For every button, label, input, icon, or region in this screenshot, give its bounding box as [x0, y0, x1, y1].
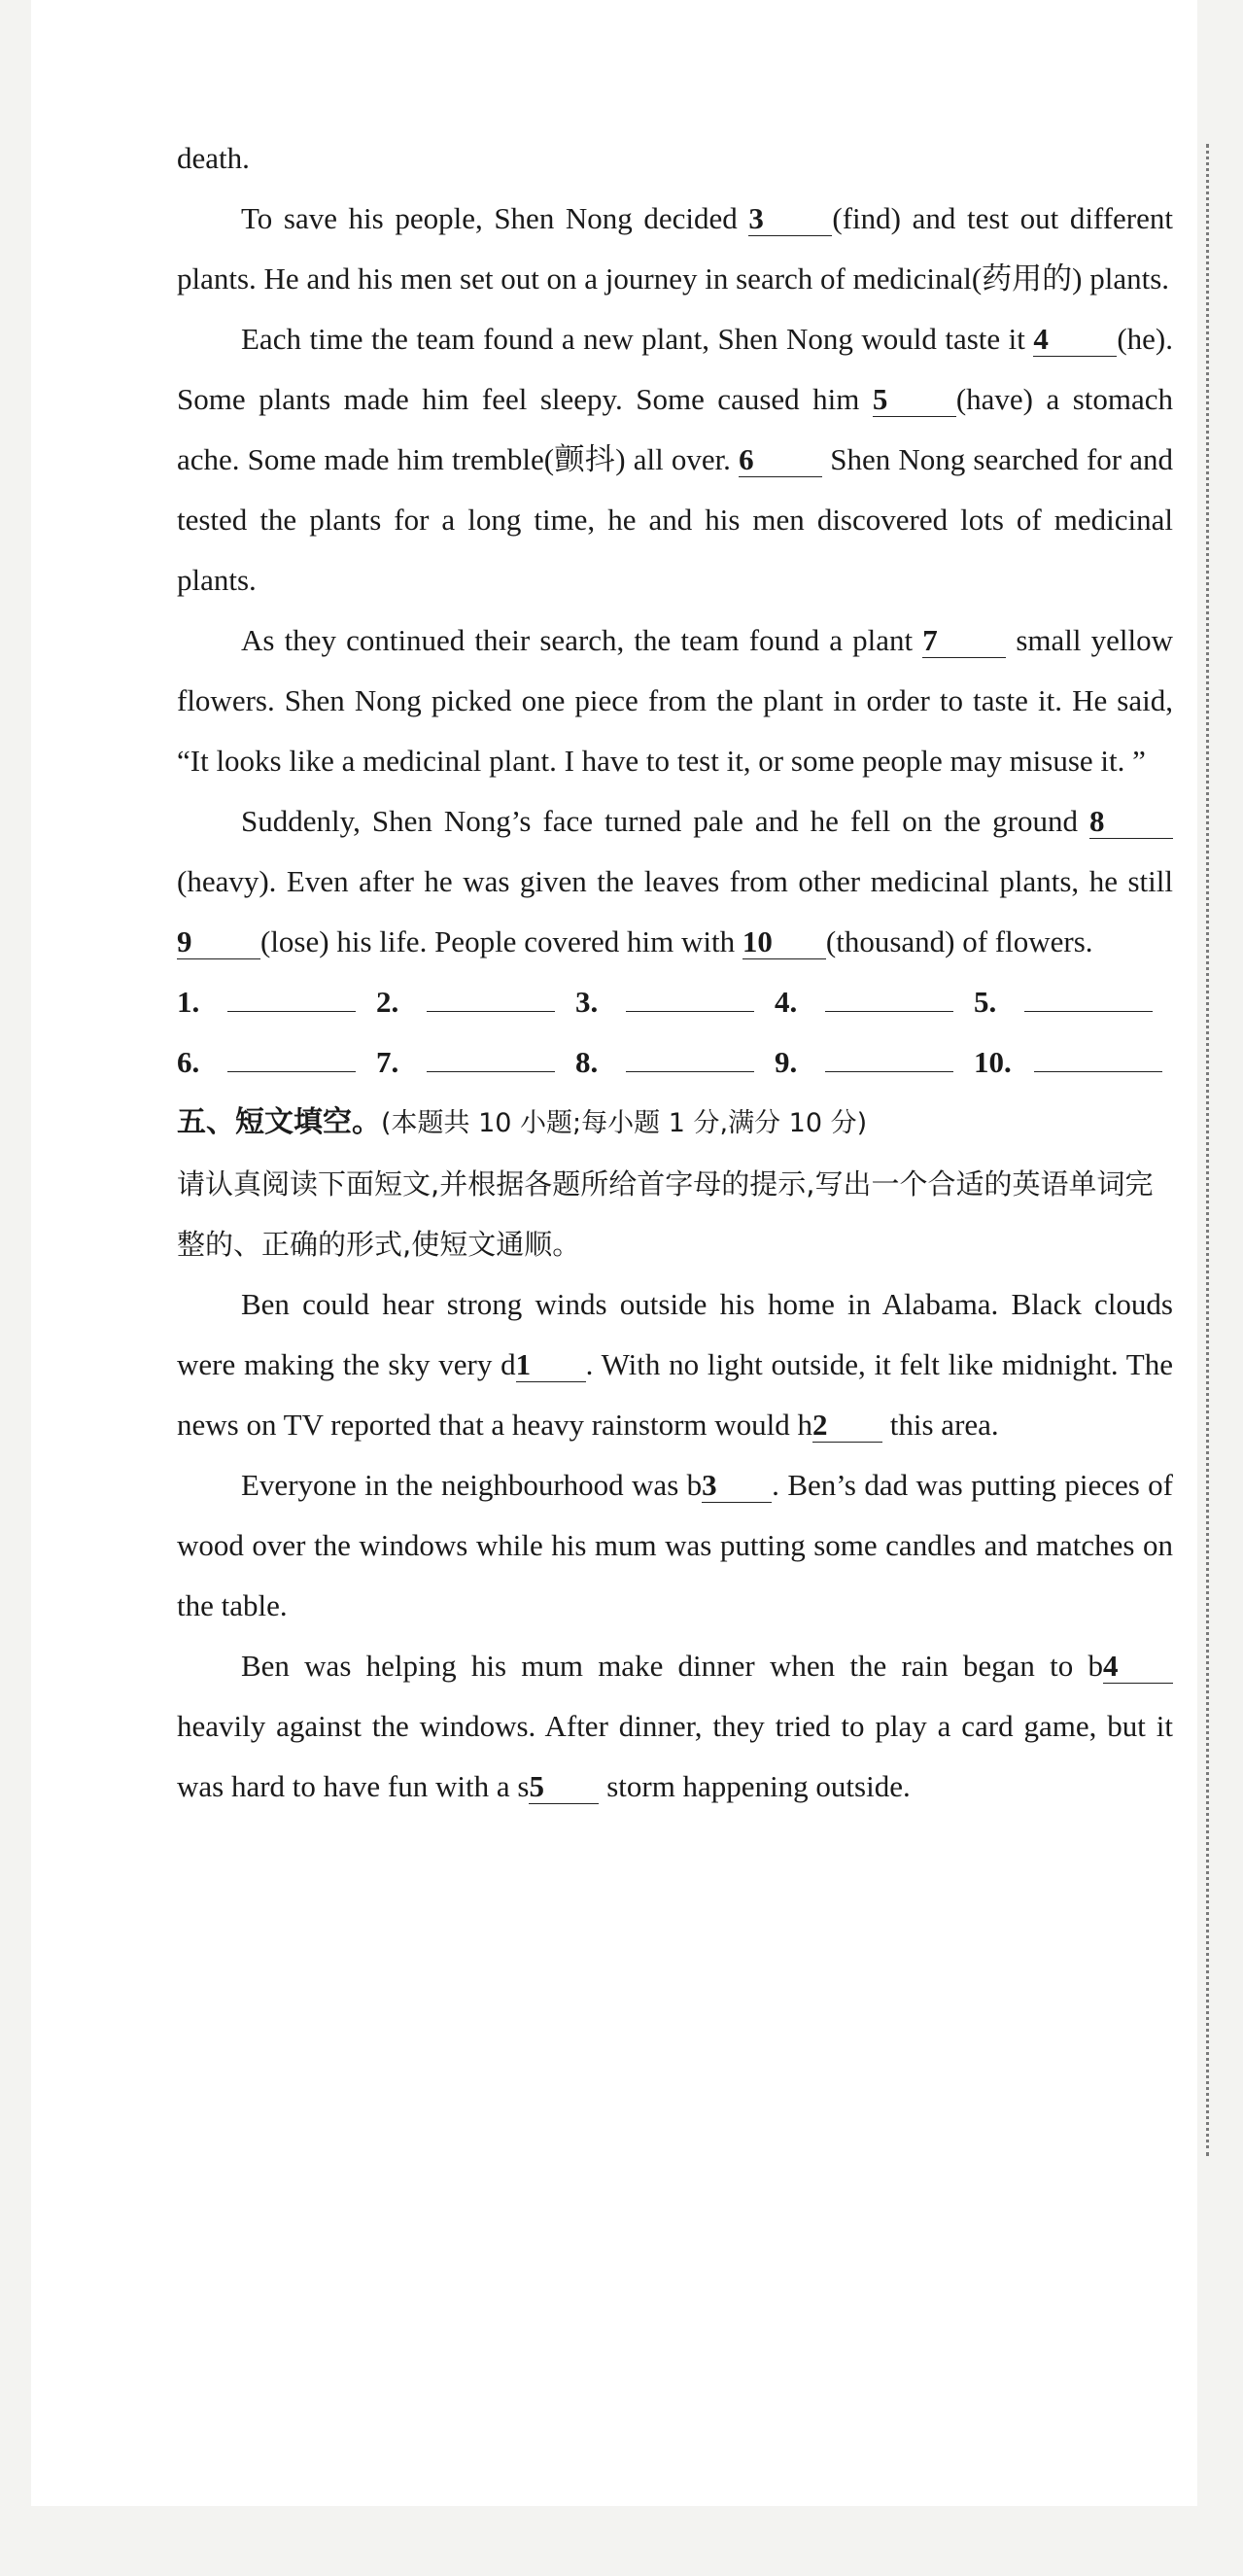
- answer-item-6: 6.: [177, 1032, 376, 1093]
- passage-paragraph-4: Suddenly, Shen Nong’s face turned pale and he fell on the ground 8(heavy). Even after he was given the leaves from other medicinal plants, he still 9 (lose) his life. People covered him with 10 (thousand) of flowers.: [177, 804, 1173, 958]
- binding-dotted-line: [1206, 144, 1209, 2156]
- section-5-heading: 五、短文填空。(本题共 10 小题;每小题 1 分,满分 10 分): [177, 1105, 868, 1139]
- answer-line-10[interactable]: [1034, 1038, 1162, 1072]
- blank-10[interactable]: 10: [742, 925, 826, 959]
- blank-3[interactable]: 3: [748, 202, 832, 236]
- answer-line-3[interactable]: [626, 978, 754, 1012]
- answer-item-4: 4.: [775, 972, 974, 1032]
- answer-item-8: 8.: [575, 1032, 775, 1093]
- blank-4[interactable]: 4: [1033, 323, 1117, 357]
- answer-line-8[interactable]: [626, 1038, 754, 1072]
- answer-line-6[interactable]: [227, 1038, 356, 1072]
- answer-item-7: 7.: [376, 1032, 575, 1093]
- answer-item-5: 5.: [974, 972, 1173, 1032]
- section-5-paragraph-2: Everyone in the neighbourhood was b3 . Ben’s dad was putting pieces of wood over the windows while his mum was putting some candles and matches on the table.: [177, 1468, 1174, 1622]
- answer-line-9[interactable]: [825, 1038, 953, 1072]
- answer-item-10: 10.: [974, 1032, 1173, 1093]
- s5-blank-1[interactable]: 1: [516, 1348, 586, 1382]
- blank-7[interactable]: 7: [922, 624, 1006, 658]
- answer-row-2: [177, 1032, 1173, 1093]
- answer-item-2: 2.: [376, 972, 575, 1032]
- section-5-instruction: 请认真阅读下面短文,并根据各题所给首字母的提示,写出一个合适的英语单词完整的、正确的形式,使短文通顺。: [177, 1167, 1154, 1261]
- answer-item-9: 9.: [775, 1032, 974, 1093]
- answer-row-1: [177, 972, 1173, 1032]
- answer-line-1[interactable]: [227, 978, 356, 1012]
- answer-line-2[interactable]: [427, 978, 555, 1012]
- answer-item-3: 3.: [575, 972, 775, 1032]
- blank-6[interactable]: 6: [739, 443, 822, 477]
- passage-paragraph-3: As they continued their search, the team found a plant 7 small yellow flowers. Shen Nong picked one piece from the plant in order to taste it. He said, “It looks like a medicinal plant. I have to test it, or some people may misuse it. ”: [177, 623, 1173, 778]
- passage-paragraph-0: death.: [177, 141, 250, 175]
- s5-blank-4[interactable]: 4: [1103, 1650, 1173, 1684]
- worksheet-text: [177, 128, 1173, 1817]
- answer-line-7[interactable]: [427, 1038, 555, 1072]
- s5-blank-5[interactable]: 5: [529, 1770, 599, 1804]
- blank-8[interactable]: 8: [1089, 805, 1173, 839]
- answer-item-1: 1.: [177, 972, 376, 1032]
- answer-line-4[interactable]: [825, 978, 953, 1012]
- answer-line-5[interactable]: [1024, 978, 1153, 1012]
- passage-paragraph-2: Each time the team found a new plant, Shen Nong would taste it 4 (he). Some plants made him feel sleepy. Some caused him 5 (have) a stomach ache. Some made him tremble(颤抖) all over. 6 Shen Nong searched for and tested the plants for a long time, he and his men discovered lots of medicinal plants.: [177, 322, 1174, 597]
- passage-paragraph-1: To save his people, Shen Nong decided 3 (find) and test out different plants. He and his men set out on a journey in search of medicinal(药用的) plants.: [177, 201, 1173, 296]
- worksheet-page: [31, 0, 1197, 2506]
- section-5-paragraph-1: Ben could hear strong winds outside his home in Alabama. Black clouds were making the sky very d1 . With no light outside, it felt like midnight. The news on TV reported that a heavy rainstorm would h2 this area.: [177, 1287, 1173, 1442]
- blank-5[interactable]: 5: [873, 383, 956, 417]
- s5-blank-3[interactable]: 3: [702, 1469, 772, 1503]
- blank-9[interactable]: 9: [177, 925, 260, 959]
- s5-blank-2[interactable]: 2: [812, 1409, 882, 1443]
- section-5-paragraph-3: Ben was helping his mum make dinner when the rain began to b4 heavily against the windows. After dinner, they tried to play a card game, but it was hard to have fun with a s5 storm happening outside.: [177, 1649, 1173, 1803]
